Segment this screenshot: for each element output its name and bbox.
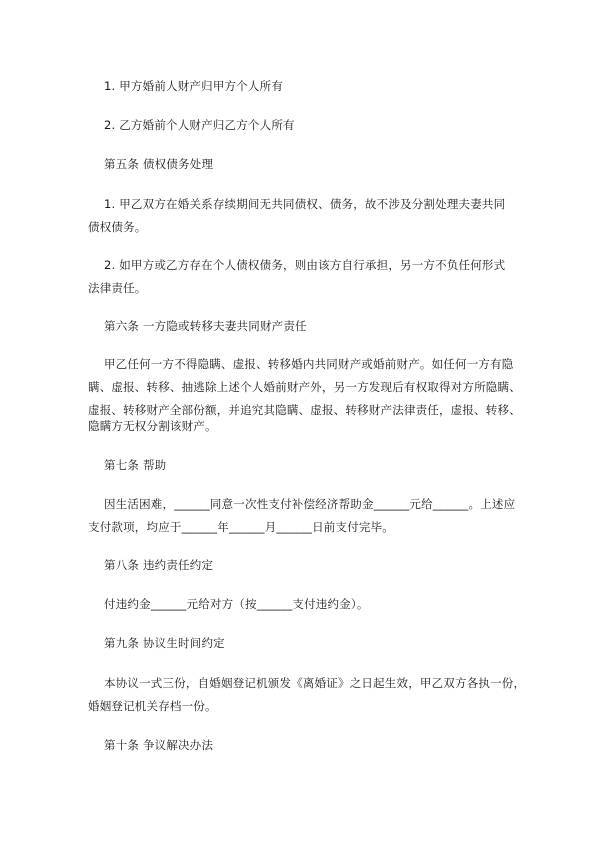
article-7-paragraph-line-2: 支付款项，均应于______年______月______日前支付完毕。 <box>88 520 394 534</box>
article-6-paragraph-line-2: 瞒、虚报、转移、抽逃除上述个人婚前财产外，另一方发现后有权取得对方所隐瞒、 <box>88 380 521 394</box>
item-1-husband-property: 1. 甲方婚前人财产归甲方个人所有 <box>104 79 284 93</box>
article-5-item-1-line-1: 1. 甲乙双方在婚关系存续期间无共同债权、债务，故不涉及分割处理夫妻共同 <box>104 197 506 211</box>
article-5-item-1-line-2: 债权债务。 <box>88 220 147 234</box>
article-9-paragraph-line-1: 本协议一式三份，自婚姻登记机颁发《离婚证》之日起生效，甲乙双方各执一份， <box>104 676 526 690</box>
article-9-paragraph-line-2: 婚姻登记机关存档一份。 <box>88 699 217 713</box>
article-7-paragraph-line-1: 因生活困难，______同意一次性支付补偿经济帮助金______元给______。上述应 <box>104 497 516 511</box>
article-6-paragraph-line-1: 甲乙任何一方不得隐瞒、虚报、转移婚内共同财产或婚前财产。如任何一方有隐 <box>104 357 514 371</box>
article-5-heading: 第五条 债权债务处理 <box>104 157 214 171</box>
article-6-heading: 第六条 一方隐或转移夫妻共同财产责任 <box>104 319 307 333</box>
article-8-paragraph: 付违约金______元给对方（按______支付违约金）。 <box>104 597 369 611</box>
article-10-heading: 第十条 争议解决办法 <box>104 738 214 752</box>
article-5-item-2-line-2: 法律责任。 <box>88 281 147 295</box>
article-9-heading: 第九条 协议生时间约定 <box>104 636 225 650</box>
article-7-heading: 第七条 帮助 <box>104 458 167 472</box>
article-6-paragraph-line-4: 隐瞒方无权分割该财产。 <box>88 419 217 433</box>
article-6-paragraph-line-3: 虚报、转移财产全部份额，并追究其隐瞒、虚报、转移财产法律责任，虚报、转移、 <box>88 403 521 417</box>
article-5-item-2-line-1: 2. 如甲方或乙方存在个人债权债务，则由该方自行承担，另一方不负任何形式 <box>104 258 506 272</box>
article-8-heading: 第八条 违约责任约定 <box>104 558 214 572</box>
item-2-wife-property: 2. 乙方婚前个人财产归乙方个人所有 <box>104 118 295 132</box>
